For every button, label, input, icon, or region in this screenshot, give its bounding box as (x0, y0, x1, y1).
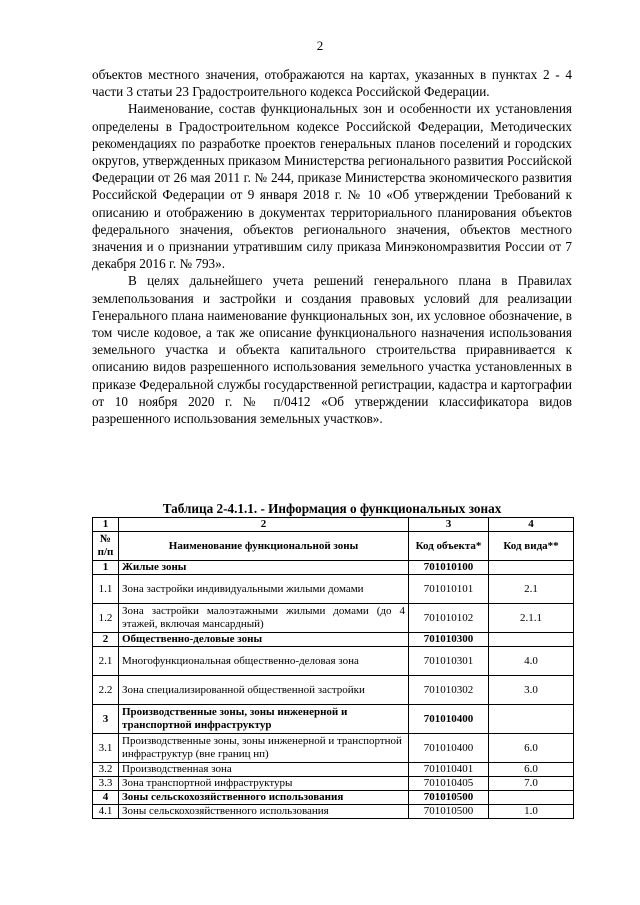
row-num: 4.1 (93, 805, 119, 819)
row-num: 4 (93, 791, 119, 805)
row-name: Зоны сельскохозяйственного использования (119, 805, 409, 819)
functional-zones-table (92, 517, 574, 819)
paragraph: В целях дальнейшего учета решений генерального плана в Правилах землепользования и застройки и создания правовых условий для реализации Генерального плана наименование функциональных зон, их условное обозначение, в том числе кодовое, а так же описание функционального назначения использования земельного участка и объекта капитального строительства приравнивается к описанию видов разрешенного использования земельного участка установленных в приказе Федеральной службы государственной регистрации, кадастра и картографии от 10 ноября 2020 г. № п/0412 «Об утверждении классификатора видов разрешенного использования земельных участков». (92, 273, 572, 427)
row-kind: 6.0 (489, 763, 574, 777)
column-number: 2 (119, 518, 409, 532)
row-code: 701010500 (409, 805, 489, 819)
row-kind: 3.0 (489, 676, 574, 705)
row-code: 701010101 (409, 575, 489, 604)
row-kind (489, 561, 574, 575)
row-kind: 2.1.1 (489, 604, 574, 633)
row-code: 701010302 (409, 676, 489, 705)
row-num: 1 (93, 561, 119, 575)
row-num: 2 (93, 633, 119, 647)
table-row (93, 561, 574, 575)
header-num: № п/п (93, 532, 119, 561)
row-num: 1.2 (93, 604, 119, 633)
header-row (93, 532, 574, 561)
paragraph: Наименование, состав функциональных зон и особенности их установления определены в Градостроительном кодексе Российской Федерации, Методических рекомендациях по разработке проектов генеральных планов поселений и городских округов, утвержденных приказом Министерства регионального развития Российской Федерации от 26 мая 2011 г. № 244, приказе Министерства экономического развития Российской Федерации от 9 января 2018 г. № 10 «Об утверждении Требований к описанию и отображению в документах территориального планирования объектов федерального значения, объектов регионального значения, объектов местного значения и о признании утратившим силу приказа Минэкономразвития России от 7 декабря 2016 г. № 793». (92, 101, 572, 272)
table-row (93, 791, 574, 805)
row-num: 3.2 (93, 763, 119, 777)
row-name: Многофункциональная общественно-деловая зона (119, 647, 409, 676)
column-number: 1 (93, 518, 119, 532)
row-name: Зона застройки малоэтажными жилыми домами (до 4 этажей, включая мансардный) (119, 604, 409, 633)
row-num: 2.2 (93, 676, 119, 705)
row-code: 701010400 (409, 734, 489, 763)
row-name: Зона специализированной общественной застройки (119, 676, 409, 705)
row-kind (489, 705, 574, 734)
row-code: 701010100 (409, 561, 489, 575)
table-row (93, 647, 574, 676)
row-name: Зоны сельскохозяйственного использования (119, 791, 409, 805)
row-code: 701010401 (409, 763, 489, 777)
body-text (92, 66, 572, 427)
row-kind (489, 633, 574, 647)
header-kind: Код вида** (489, 532, 574, 561)
row-num: 1.1 (93, 575, 119, 604)
row-code: 701010102 (409, 604, 489, 633)
table-row (93, 705, 574, 734)
row-kind: 6.0 (489, 734, 574, 763)
row-kind: 7.0 (489, 777, 574, 791)
paragraph: объектов местного значения, отображаются на картах, указанных в пунктах 2 - 4 части 3 статьи 23 Градостроительного кодекса Российской Федерации. (92, 67, 572, 100)
table-row (93, 763, 574, 777)
row-name: Зона застройки индивидуальными жилыми домами (119, 575, 409, 604)
row-num: 3 (93, 705, 119, 734)
row-num: 2.1 (93, 647, 119, 676)
table-row (93, 734, 574, 763)
row-name: Общественно-деловые зоны (119, 633, 409, 647)
header-code: Код объекта* (409, 532, 489, 561)
row-name: Производственные зоны, зоны инженерной и транспортной инфраструктур (119, 705, 409, 734)
row-code: 701010300 (409, 633, 489, 647)
table-title: Таблица 2-4.1.1. - Информация о функциональных зонах (162, 501, 502, 516)
table-row (93, 676, 574, 705)
column-number: 3 (409, 518, 489, 532)
table-row (93, 777, 574, 791)
row-kind: 4.0 (489, 647, 574, 676)
table-row (93, 604, 574, 633)
table-row (93, 575, 574, 604)
row-kind (489, 791, 574, 805)
row-code: 701010500 (409, 791, 489, 805)
row-name: Производственная зона (119, 763, 409, 777)
column-number-row (93, 518, 574, 532)
row-name: Зона транспортной инфраструктуры (119, 777, 409, 791)
table-row (93, 633, 574, 647)
row-num: 3.1 (93, 734, 119, 763)
row-code: 701010400 (409, 705, 489, 734)
row-kind: 2.1 (489, 575, 574, 604)
row-code: 701010301 (409, 647, 489, 676)
row-kind: 1.0 (489, 805, 574, 819)
column-number: 4 (489, 518, 574, 532)
row-code: 701010405 (409, 777, 489, 791)
page-number: 2 (316, 38, 324, 53)
header-name: Наименование функциональной зоны (119, 532, 409, 561)
row-name: Жилые зоны (119, 561, 409, 575)
row-name: Производственные зоны, зоны инженерной и транспортной инфраструктур (вне границ нп) (119, 734, 409, 763)
table-row (93, 805, 574, 819)
row-num: 3.3 (93, 777, 119, 791)
